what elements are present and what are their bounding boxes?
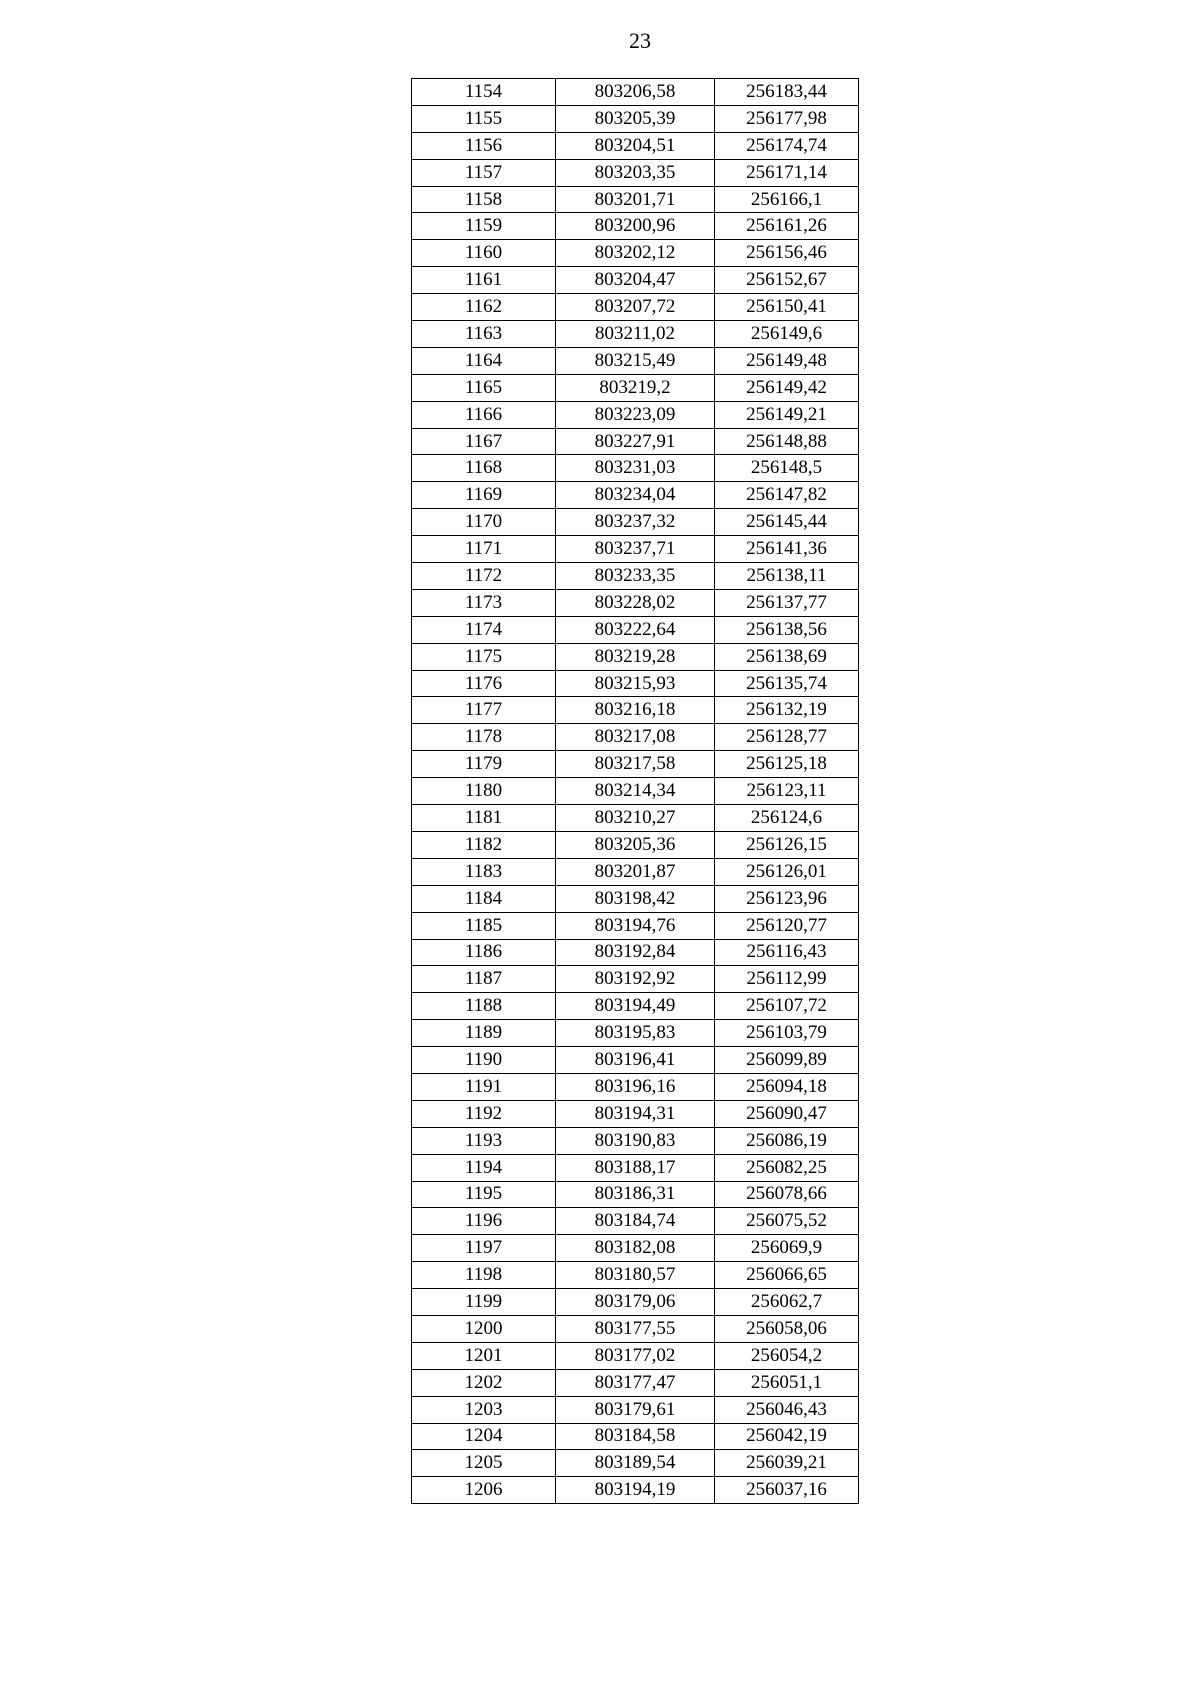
x-coordinate-cell: 803219,2 — [556, 374, 715, 401]
y-coordinate-cell: 256124,6 — [715, 805, 859, 832]
table-row — [412, 79, 859, 106]
coordinates-table-body — [412, 79, 859, 1504]
x-coordinate-cell: 803177,02 — [556, 1342, 715, 1369]
x-coordinate-cell: 803194,76 — [556, 912, 715, 939]
table-row — [412, 563, 859, 590]
x-coordinate-cell: 803237,32 — [556, 509, 715, 536]
table-row — [412, 858, 859, 885]
y-coordinate-cell: 256128,77 — [715, 724, 859, 751]
point-number-cell: 1165 — [412, 374, 556, 401]
x-coordinate-cell: 803195,83 — [556, 1020, 715, 1047]
table-row — [412, 724, 859, 751]
table-row — [412, 993, 859, 1020]
y-coordinate-cell: 256138,56 — [715, 616, 859, 643]
table-row — [412, 885, 859, 912]
x-coordinate-cell: 803214,34 — [556, 778, 715, 805]
point-number-cell: 1201 — [412, 1342, 556, 1369]
x-coordinate-cell: 803184,74 — [556, 1208, 715, 1235]
x-coordinate-cell: 803179,61 — [556, 1396, 715, 1423]
table-row — [412, 509, 859, 536]
point-number-cell: 1204 — [412, 1423, 556, 1450]
table-row — [412, 159, 859, 186]
y-coordinate-cell: 256094,18 — [715, 1073, 859, 1100]
y-coordinate-cell: 256054,2 — [715, 1342, 859, 1369]
y-coordinate-cell: 256037,16 — [715, 1477, 859, 1504]
y-coordinate-cell: 256147,82 — [715, 482, 859, 509]
table-row — [412, 1020, 859, 1047]
y-coordinate-cell: 256120,77 — [715, 912, 859, 939]
y-coordinate-cell: 256082,25 — [715, 1154, 859, 1181]
x-coordinate-cell: 803186,31 — [556, 1181, 715, 1208]
table-row — [412, 1477, 859, 1504]
table-row — [412, 482, 859, 509]
point-number-cell: 1162 — [412, 294, 556, 321]
table-row — [412, 321, 859, 348]
y-coordinate-cell: 256138,11 — [715, 563, 859, 590]
point-number-cell: 1155 — [412, 105, 556, 132]
y-coordinate-cell: 256125,18 — [715, 751, 859, 778]
table-row — [412, 294, 859, 321]
x-coordinate-cell: 803217,08 — [556, 724, 715, 751]
point-number-cell: 1191 — [412, 1073, 556, 1100]
x-coordinate-cell: 803219,28 — [556, 643, 715, 670]
point-number-cell: 1205 — [412, 1450, 556, 1477]
point-number-cell: 1169 — [412, 482, 556, 509]
table-row — [412, 939, 859, 966]
point-number-cell: 1184 — [412, 885, 556, 912]
table-row — [412, 347, 859, 374]
table-row — [412, 428, 859, 455]
point-number-cell: 1168 — [412, 455, 556, 482]
y-coordinate-cell: 256075,52 — [715, 1208, 859, 1235]
table-row — [412, 643, 859, 670]
x-coordinate-cell: 803177,55 — [556, 1315, 715, 1342]
y-coordinate-cell: 256137,77 — [715, 589, 859, 616]
table-row — [412, 213, 859, 240]
table-row — [412, 1208, 859, 1235]
table-row — [412, 1154, 859, 1181]
y-coordinate-cell: 256148,88 — [715, 428, 859, 455]
x-coordinate-cell: 803192,84 — [556, 939, 715, 966]
x-coordinate-cell: 803215,49 — [556, 347, 715, 374]
table-row — [412, 589, 859, 616]
y-coordinate-cell: 256135,74 — [715, 670, 859, 697]
point-number-cell: 1198 — [412, 1262, 556, 1289]
table-row — [412, 966, 859, 993]
x-coordinate-cell: 803194,49 — [556, 993, 715, 1020]
x-coordinate-cell: 803194,19 — [556, 1477, 715, 1504]
table-row — [412, 240, 859, 267]
y-coordinate-cell: 256051,1 — [715, 1369, 859, 1396]
table-row — [412, 1450, 859, 1477]
point-number-cell: 1182 — [412, 831, 556, 858]
table-row — [412, 805, 859, 832]
x-coordinate-cell: 803201,87 — [556, 858, 715, 885]
table-row — [412, 1047, 859, 1074]
table-row — [412, 670, 859, 697]
table-row — [412, 1100, 859, 1127]
page-number: 23 — [629, 28, 651, 53]
x-coordinate-cell: 803207,72 — [556, 294, 715, 321]
point-number-cell: 1202 — [412, 1369, 556, 1396]
table-row — [412, 105, 859, 132]
point-number-cell: 1159 — [412, 213, 556, 240]
y-coordinate-cell: 256099,89 — [715, 1047, 859, 1074]
point-number-cell: 1195 — [412, 1181, 556, 1208]
x-coordinate-cell: 803200,96 — [556, 213, 715, 240]
point-number-cell: 1178 — [412, 724, 556, 751]
x-coordinate-cell: 803202,12 — [556, 240, 715, 267]
point-number-cell: 1164 — [412, 347, 556, 374]
point-number-cell: 1163 — [412, 321, 556, 348]
y-coordinate-cell: 256042,19 — [715, 1423, 859, 1450]
x-coordinate-cell: 803223,09 — [556, 401, 715, 428]
y-coordinate-cell: 256066,65 — [715, 1262, 859, 1289]
x-coordinate-cell: 803215,93 — [556, 670, 715, 697]
point-number-cell: 1193 — [412, 1127, 556, 1154]
point-number-cell: 1203 — [412, 1396, 556, 1423]
point-number-cell: 1167 — [412, 428, 556, 455]
x-coordinate-cell: 803188,17 — [556, 1154, 715, 1181]
x-coordinate-cell: 803180,57 — [556, 1262, 715, 1289]
point-number-cell: 1179 — [412, 751, 556, 778]
x-coordinate-cell: 803237,71 — [556, 536, 715, 563]
x-coordinate-cell: 803233,35 — [556, 563, 715, 590]
point-number-cell: 1183 — [412, 858, 556, 885]
table-row — [412, 132, 859, 159]
coordinates-table — [411, 78, 859, 1504]
point-number-cell: 1177 — [412, 697, 556, 724]
y-coordinate-cell: 256149,6 — [715, 321, 859, 348]
y-coordinate-cell: 256103,79 — [715, 1020, 859, 1047]
point-number-cell: 1188 — [412, 993, 556, 1020]
y-coordinate-cell: 256141,36 — [715, 536, 859, 563]
y-coordinate-cell: 256156,46 — [715, 240, 859, 267]
table-row — [412, 1181, 859, 1208]
point-number-cell: 1175 — [412, 643, 556, 670]
table-row — [412, 1073, 859, 1100]
table-row — [412, 1369, 859, 1396]
table-row — [412, 401, 859, 428]
table-row — [412, 536, 859, 563]
table-row — [412, 374, 859, 401]
table-row — [412, 455, 859, 482]
point-number-cell: 1170 — [412, 509, 556, 536]
point-number-cell: 1173 — [412, 589, 556, 616]
y-coordinate-cell: 256149,21 — [715, 401, 859, 428]
table-row — [412, 1289, 859, 1316]
point-number-cell: 1199 — [412, 1289, 556, 1316]
y-coordinate-cell: 256126,01 — [715, 858, 859, 885]
y-coordinate-cell: 256069,9 — [715, 1235, 859, 1262]
point-number-cell: 1187 — [412, 966, 556, 993]
x-coordinate-cell: 803227,91 — [556, 428, 715, 455]
x-coordinate-cell: 803177,47 — [556, 1369, 715, 1396]
x-coordinate-cell: 803216,18 — [556, 697, 715, 724]
table-row — [412, 267, 859, 294]
x-coordinate-cell: 803210,27 — [556, 805, 715, 832]
point-number-cell: 1157 — [412, 159, 556, 186]
x-coordinate-cell: 803234,04 — [556, 482, 715, 509]
point-number-cell: 1200 — [412, 1315, 556, 1342]
x-coordinate-cell: 803222,64 — [556, 616, 715, 643]
point-number-cell: 1161 — [412, 267, 556, 294]
y-coordinate-cell: 256039,21 — [715, 1450, 859, 1477]
x-coordinate-cell: 803196,16 — [556, 1073, 715, 1100]
point-number-cell: 1154 — [412, 79, 556, 106]
table-row — [412, 1262, 859, 1289]
table-row — [412, 697, 859, 724]
y-coordinate-cell: 256174,74 — [715, 132, 859, 159]
y-coordinate-cell: 256152,67 — [715, 267, 859, 294]
y-coordinate-cell: 256166,1 — [715, 186, 859, 213]
x-coordinate-cell: 803204,47 — [556, 267, 715, 294]
table-row — [412, 1423, 859, 1450]
table-row — [412, 1235, 859, 1262]
point-number-cell: 1156 — [412, 132, 556, 159]
y-coordinate-cell: 256149,42 — [715, 374, 859, 401]
point-number-cell: 1186 — [412, 939, 556, 966]
y-coordinate-cell: 256132,19 — [715, 697, 859, 724]
y-coordinate-cell: 256116,43 — [715, 939, 859, 966]
y-coordinate-cell: 256177,98 — [715, 105, 859, 132]
y-coordinate-cell: 256107,72 — [715, 993, 859, 1020]
table-row — [412, 186, 859, 213]
point-number-cell: 1171 — [412, 536, 556, 563]
point-number-cell: 1160 — [412, 240, 556, 267]
point-number-cell: 1194 — [412, 1154, 556, 1181]
y-coordinate-cell: 256112,99 — [715, 966, 859, 993]
y-coordinate-cell: 256148,5 — [715, 455, 859, 482]
point-number-cell: 1174 — [412, 616, 556, 643]
point-number-cell: 1196 — [412, 1208, 556, 1235]
y-coordinate-cell: 256123,96 — [715, 885, 859, 912]
point-number-cell: 1190 — [412, 1047, 556, 1074]
table-row — [412, 912, 859, 939]
point-number-cell: 1158 — [412, 186, 556, 213]
y-coordinate-cell: 256126,15 — [715, 831, 859, 858]
table-row — [412, 1127, 859, 1154]
y-coordinate-cell: 256058,06 — [715, 1315, 859, 1342]
x-coordinate-cell: 803205,36 — [556, 831, 715, 858]
point-number-cell: 1189 — [412, 1020, 556, 1047]
table-row — [412, 616, 859, 643]
table-row — [412, 1342, 859, 1369]
point-number-cell: 1206 — [412, 1477, 556, 1504]
x-coordinate-cell: 803217,58 — [556, 751, 715, 778]
y-coordinate-cell: 256138,69 — [715, 643, 859, 670]
y-coordinate-cell: 256145,44 — [715, 509, 859, 536]
x-coordinate-cell: 803192,92 — [556, 966, 715, 993]
table-row — [412, 831, 859, 858]
x-coordinate-cell: 803189,54 — [556, 1450, 715, 1477]
x-coordinate-cell: 803190,83 — [556, 1127, 715, 1154]
x-coordinate-cell: 803206,58 — [556, 79, 715, 106]
point-number-cell: 1180 — [412, 778, 556, 805]
point-number-cell: 1181 — [412, 805, 556, 832]
point-number-cell: 1172 — [412, 563, 556, 590]
y-coordinate-cell: 256161,26 — [715, 213, 859, 240]
table-row — [412, 1315, 859, 1342]
x-coordinate-cell: 803182,08 — [556, 1235, 715, 1262]
y-coordinate-cell: 256149,48 — [715, 347, 859, 374]
point-number-cell: 1185 — [412, 912, 556, 939]
y-coordinate-cell: 256090,47 — [715, 1100, 859, 1127]
y-coordinate-cell: 256150,41 — [715, 294, 859, 321]
x-coordinate-cell: 803204,51 — [556, 132, 715, 159]
point-number-cell: 1176 — [412, 670, 556, 697]
y-coordinate-cell: 256062,7 — [715, 1289, 859, 1316]
table-row — [412, 778, 859, 805]
y-coordinate-cell: 256086,19 — [715, 1127, 859, 1154]
x-coordinate-cell: 803194,31 — [556, 1100, 715, 1127]
x-coordinate-cell: 803179,06 — [556, 1289, 715, 1316]
y-coordinate-cell: 256183,44 — [715, 79, 859, 106]
x-coordinate-cell: 803231,03 — [556, 455, 715, 482]
x-coordinate-cell: 803184,58 — [556, 1423, 715, 1450]
point-number-cell: 1197 — [412, 1235, 556, 1262]
point-number-cell: 1192 — [412, 1100, 556, 1127]
y-coordinate-cell: 256078,66 — [715, 1181, 859, 1208]
x-coordinate-cell: 803201,71 — [556, 186, 715, 213]
x-coordinate-cell: 803228,02 — [556, 589, 715, 616]
point-number-cell: 1166 — [412, 401, 556, 428]
x-coordinate-cell: 803198,42 — [556, 885, 715, 912]
y-coordinate-cell: 256171,14 — [715, 159, 859, 186]
y-coordinate-cell: 256046,43 — [715, 1396, 859, 1423]
table-row — [412, 751, 859, 778]
x-coordinate-cell: 803203,35 — [556, 159, 715, 186]
x-coordinate-cell: 803205,39 — [556, 105, 715, 132]
y-coordinate-cell: 256123,11 — [715, 778, 859, 805]
x-coordinate-cell: 803196,41 — [556, 1047, 715, 1074]
x-coordinate-cell: 803211,02 — [556, 321, 715, 348]
table-row — [412, 1396, 859, 1423]
